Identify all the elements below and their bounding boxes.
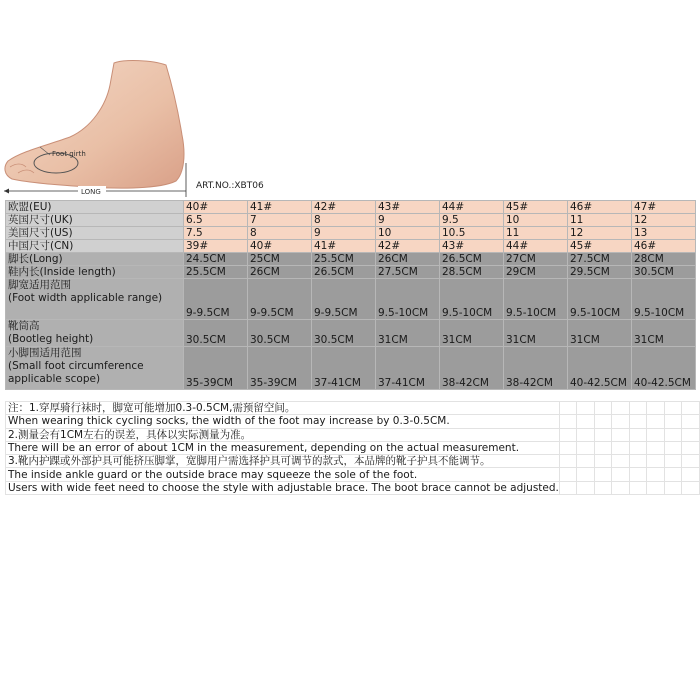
note-grid-cell <box>682 481 700 494</box>
note-grid-cell <box>664 415 682 428</box>
row-eu <box>6 201 696 214</box>
row-label: 脚长(Long) <box>6 253 184 266</box>
note-grid-cell <box>629 415 647 428</box>
row-bootleg-height <box>6 320 696 347</box>
note-grid-cell <box>594 455 612 468</box>
size-cell: 31CM <box>504 320 568 347</box>
note-grid-cell <box>612 455 630 468</box>
note-grid-cell <box>682 428 700 441</box>
row-inside-length <box>6 266 696 279</box>
size-cell: 10 <box>376 227 440 240</box>
note-grid-cell <box>612 441 630 454</box>
size-cell: 35-39CM <box>184 347 248 390</box>
size-cell: 27.5CM <box>376 266 440 279</box>
note-grid-cell <box>647 468 665 481</box>
note-grid-cell <box>629 441 647 454</box>
size-cell: 37-41CM <box>312 347 376 390</box>
size-cell: 28CM <box>632 253 696 266</box>
note-grid-cell <box>612 481 630 494</box>
note-grid-cell <box>612 468 630 481</box>
size-cell: 7 <box>248 214 312 227</box>
size-cell: 38-42CM <box>440 347 504 390</box>
note-grid-cell <box>682 402 700 415</box>
size-cell: 40-42.5CM <box>568 347 632 390</box>
row-label <box>6 320 184 347</box>
note-grid-cell <box>559 428 577 441</box>
note-text: The inside ankle guard or the outside brace may squeeze the sole of the foot. <box>6 468 560 481</box>
note-grid-cell <box>682 441 700 454</box>
row-label <box>6 279 184 320</box>
row-cn <box>6 240 696 253</box>
note-text: 注：1.穿厚骑行袜时，脚宽可能增加0.3-0.5CM,需预留空间。 <box>6 402 560 415</box>
row-foot-length <box>6 253 696 266</box>
size-cell: 29.5CM <box>568 266 632 279</box>
size-cell: 9.5-10CM <box>440 279 504 320</box>
row-label: 中国尺寸(CN) <box>6 240 184 253</box>
note-grid-cell <box>594 468 612 481</box>
size-cell: 9.5 <box>440 214 504 227</box>
size-cell: 30.5CM <box>632 266 696 279</box>
size-cell: 26CM <box>248 266 312 279</box>
note-grid-cell <box>594 441 612 454</box>
size-cell: 25CM <box>248 253 312 266</box>
size-cell: 9-9.5CM <box>312 279 376 320</box>
size-cell: 9-9.5CM <box>184 279 248 320</box>
size-cell: 9.5-10CM <box>632 279 696 320</box>
note-grid-cell <box>559 455 577 468</box>
size-cell: 25.5CM <box>312 253 376 266</box>
row-label: 英国尺寸(UK) <box>6 214 184 227</box>
size-cell: 43# <box>440 240 504 253</box>
note-grid-cell <box>594 415 612 428</box>
note-grid-cell <box>577 441 595 454</box>
size-cell: 13 <box>632 227 696 240</box>
size-cell: 8 <box>312 214 376 227</box>
row-label-line: 靴筒高 <box>8 320 40 332</box>
note-grid-cell <box>594 481 612 494</box>
row-label-line: (Bootleg height) <box>8 333 94 345</box>
note-grid-cell <box>664 428 682 441</box>
size-cell: 6.5 <box>184 214 248 227</box>
note-text: When wearing thick cycling socks, the width of the foot may increase by 0.3-0.5CM. <box>6 415 560 428</box>
size-cell: 7.5 <box>184 227 248 240</box>
note-grid-cell <box>594 402 612 415</box>
size-cell: 31CM <box>568 320 632 347</box>
row-foot-width <box>6 279 696 320</box>
note-grid-cell <box>577 468 595 481</box>
note-grid-cell <box>664 468 682 481</box>
size-cell: 11 <box>568 214 632 227</box>
size-cell: 45# <box>504 201 568 214</box>
foot-shape <box>5 61 184 189</box>
note-grid-cell <box>664 455 682 468</box>
note-grid-cell <box>629 428 647 441</box>
size-cell: 9-9.5CM <box>248 279 312 320</box>
note-grid-cell <box>577 402 595 415</box>
size-cell: 41# <box>248 201 312 214</box>
note-grid-cell <box>577 428 595 441</box>
foot-girth-label: Foot girth <box>52 150 86 158</box>
note-grid-cell <box>629 481 647 494</box>
size-cell: 9 <box>376 214 440 227</box>
size-cell: 11 <box>504 227 568 240</box>
note-grid-cell <box>629 468 647 481</box>
size-chart-table <box>5 200 696 390</box>
note-grid-cell <box>559 402 577 415</box>
size-cell: 45# <box>568 240 632 253</box>
size-cell: 28.5CM <box>440 266 504 279</box>
size-cell: 26.5CM <box>440 253 504 266</box>
note-grid-cell <box>577 455 595 468</box>
size-cell: 31CM <box>440 320 504 347</box>
size-cell: 43# <box>376 201 440 214</box>
note-grid-cell <box>664 481 682 494</box>
size-cell: 26CM <box>376 253 440 266</box>
note-grid-cell <box>594 428 612 441</box>
row-calf-circumference <box>6 347 696 390</box>
size-cell: 40# <box>184 201 248 214</box>
length-arrow-left-head <box>4 189 9 194</box>
row-label: 欧盟(EU) <box>6 201 184 214</box>
note-grid-cell <box>682 455 700 468</box>
note-row <box>6 415 700 428</box>
note-grid-cell <box>664 441 682 454</box>
size-cell: 44# <box>504 240 568 253</box>
row-label: 美国尺寸(US) <box>6 227 184 240</box>
size-cell: 9 <box>312 227 376 240</box>
note-grid-cell <box>612 428 630 441</box>
note-grid-cell <box>664 402 682 415</box>
note-grid-cell <box>612 415 630 428</box>
note-grid-cell <box>559 481 577 494</box>
note-row <box>6 441 700 454</box>
note-grid-cell <box>577 415 595 428</box>
note-grid-cell <box>559 441 577 454</box>
size-cell: 27.5CM <box>568 253 632 266</box>
note-row <box>6 455 700 468</box>
row-label-line: 脚宽适用范围 <box>8 279 71 291</box>
size-cell: 30.5CM <box>248 320 312 347</box>
size-cell: 26.5CM <box>312 266 376 279</box>
size-cell: 29CM <box>504 266 568 279</box>
size-cell: 12 <box>568 227 632 240</box>
row-label-line: (Foot width applicable range) <box>8 292 163 304</box>
size-cell: 38-42CM <box>504 347 568 390</box>
note-grid-cell <box>559 415 577 428</box>
note-grid-cell <box>629 402 647 415</box>
note-grid-cell <box>647 481 665 494</box>
row-us <box>6 227 696 240</box>
note-grid-cell <box>682 415 700 428</box>
size-cell: 35-39CM <box>248 347 312 390</box>
size-cell: 47# <box>632 201 696 214</box>
size-cell: 40-42.5CM <box>632 347 696 390</box>
note-text: 2.测量会有1CM左右的误差，具体以实际测量为准。 <box>6 428 560 441</box>
note-row <box>6 402 700 415</box>
size-cell: 9.5-10CM <box>376 279 440 320</box>
size-cell: 9.5-10CM <box>504 279 568 320</box>
size-cell: 25.5CM <box>184 266 248 279</box>
size-cell: 8 <box>248 227 312 240</box>
row-label-line: (Small foot circumference <box>8 360 144 372</box>
size-cell: 10 <box>504 214 568 227</box>
long-label: LONG <box>81 188 101 196</box>
size-cell: 12 <box>632 214 696 227</box>
row-label-line: applicable scope) <box>8 373 101 385</box>
article-number: ART.NO.:XBT06 <box>196 181 264 191</box>
note-grid-cell <box>612 402 630 415</box>
note-grid-cell <box>647 415 665 428</box>
size-cell: 31CM <box>376 320 440 347</box>
size-cell: 44# <box>440 201 504 214</box>
size-cell: 30.5CM <box>312 320 376 347</box>
size-cell: 24.5CM <box>184 253 248 266</box>
note-grid-cell <box>559 468 577 481</box>
size-cell: 37-41CM <box>376 347 440 390</box>
note-grid-cell <box>647 428 665 441</box>
size-cell: 39# <box>184 240 248 253</box>
notes-table <box>5 401 700 495</box>
size-cell: 42# <box>312 201 376 214</box>
row-uk <box>6 214 696 227</box>
size-cell: 40# <box>248 240 312 253</box>
size-cell: 30.5CM <box>184 320 248 347</box>
row-label-line: 小脚围适用范围 <box>8 347 82 359</box>
note-grid-cell <box>629 455 647 468</box>
note-grid-cell <box>647 441 665 454</box>
note-grid-cell <box>577 481 595 494</box>
row-label <box>6 347 184 390</box>
note-grid-cell <box>647 402 665 415</box>
note-text: 3.靴内护踝或外部护具可能挤压脚掌，宽脚用户需选择护具可调节的款式，本品牌的靴子护具不能调节。 <box>6 455 560 468</box>
size-cell: 46# <box>568 201 632 214</box>
note-row <box>6 481 700 494</box>
foot-illustration <box>0 55 192 205</box>
size-cell: 10.5 <box>440 227 504 240</box>
note-grid-cell <box>682 468 700 481</box>
size-cell: 9.5-10CM <box>568 279 632 320</box>
size-cell: 41# <box>312 240 376 253</box>
note-text: There will be an error of about 1CM in the measurement, depending on the actual measurement. <box>6 441 560 454</box>
note-row <box>6 428 700 441</box>
note-text: Users with wide feet need to choose the style with adjustable brace. The boot brace cannot be adjusted. <box>6 481 560 494</box>
note-grid-cell <box>647 455 665 468</box>
row-label: 鞋内长(Inside length) <box>6 266 184 279</box>
size-cell: 46# <box>632 240 696 253</box>
size-cell: 42# <box>376 240 440 253</box>
size-cell: 27CM <box>504 253 568 266</box>
size-cell: 31CM <box>632 320 696 347</box>
note-row <box>6 468 700 481</box>
